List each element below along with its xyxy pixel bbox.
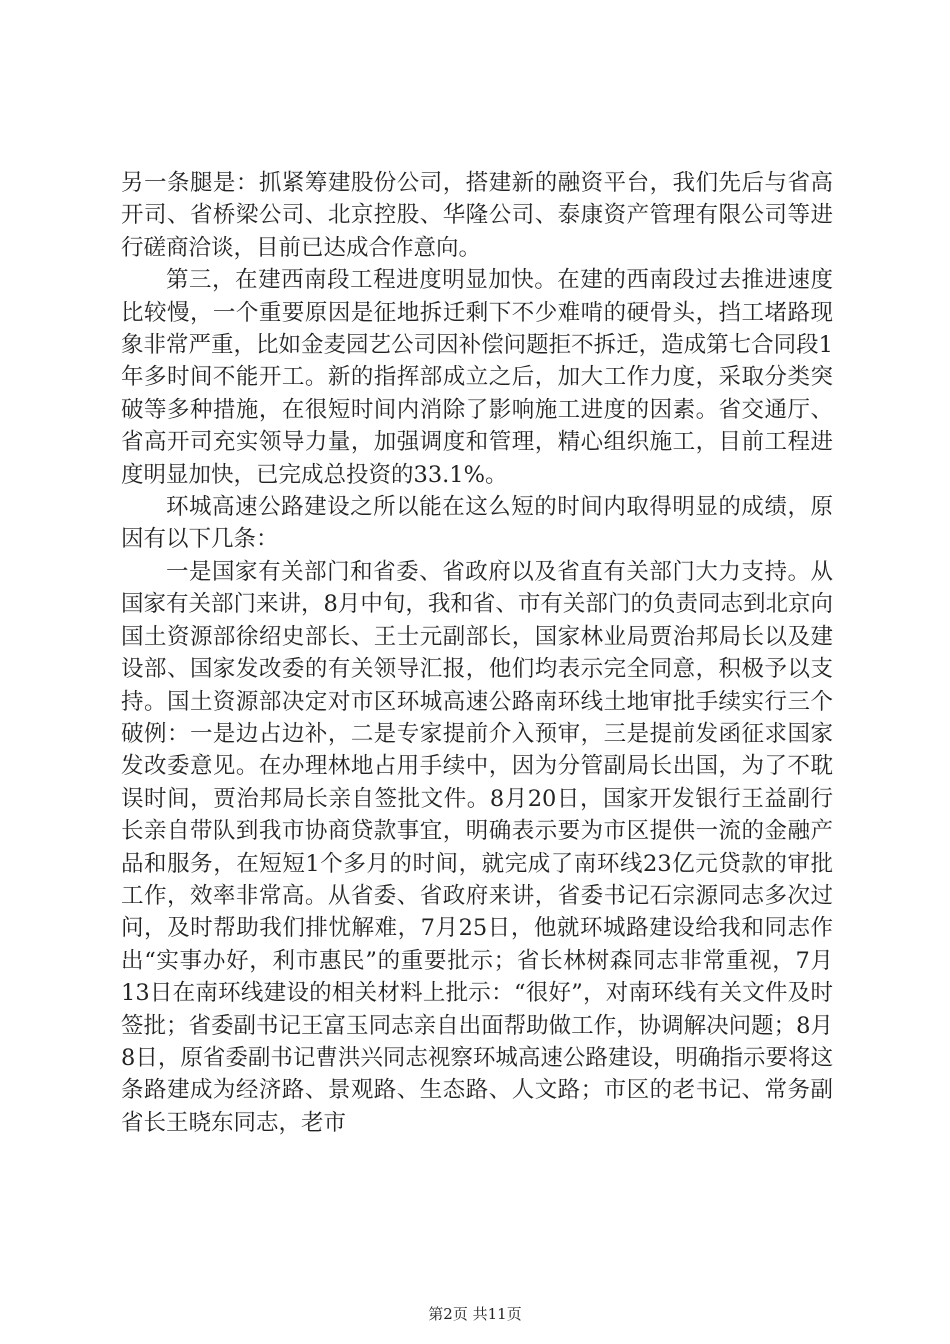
paragraph-continuation: 另一条腿是：抓紧筹建股份公司，搭建新的融资平台，我们先后与省高开司、省桥梁公司、北京控股、华隆公司、泰康资产管理有限公司等进行磋商洽谈，目前已达成合作意向。 bbox=[121, 170, 833, 261]
page-number-footer: 第2页 共11页 bbox=[428, 1305, 522, 1323]
body-text bbox=[121, 167, 833, 1139]
paragraph-reasons-intro: 环城高速公路建设之所以能在这么短的时间内取得明显的成绩，原因有以下几条： bbox=[121, 494, 833, 553]
paragraph-first-reason: 一是国家有关部门和省委、省政府以及省直有关部门大力支持。从国家有关部门来讲，8月中旬，我和省、市有关部门的负责同志到北京向国土资源部徐绍史部长、王士元副部长，国家林业局贾治邦局长以及建设部、国家发改委的有关领导汇报，他们均表示完全同意，积极予以支持。国土资源部决定对市区环城高速公路南环线土地审批手续实行三个破例：一是边占边补，二是专家提前介入预审，三是提前发函征求国家发改委意见。在办理林地占用手续中，因为分管副局长出国，为了不耽误时间，贾治邦局长亲自签批文件。8月20日，国家开发银行王益副行长亲自带队到我市协商贷款事宜，明确表示要为市区提供一流的金融产品和服务，在短短1个多月的时间，就完成了南环线23亿元贷款的审批工作，效率非常高。从省委、省政府来讲，省委书记石宗源同志多次过问，及时帮助我们排忧解难，7月25日，他就环城路建设给我和同志作出“实事办好，利市惠民”的重要批示；省长林树森同志非常重视，7月13日在南环线建设的相关材料上批示：“很好”，对南环线有关文件及时签批；省委副书记王富玉同志亲自出面帮助做工作，协调解决问题；8月8日，原省委副书记曹洪兴同志视察环城高速公路建设，明确指示要将这条路建成为经济路、景观路、生态路、人文路；市区的老书记、常务副省长王晓东同志，老市 bbox=[121, 558, 833, 1136]
paragraph-third-point: 第三，在建西南段工程进度明显加快。在建的西南段过去推进速度比较慢，一个重要原因是征地拆迁剩下不少难啃的硬骨头，挡工堵路现象非常严重，比如金麦园艺公司因补偿问题拒不拆迁，造成第七合同段1年多时间不能开工。新的指挥部成立之后，加大工作力度，采取分类突破等多种措施，在很短时间内消除了影响施工进度的因素。省交通厅、省高开司充实领导力量，加强调度和管理，精心组织施工，目前工程进度明显加快，已完成总投资的33.1%。 bbox=[121, 267, 833, 488]
